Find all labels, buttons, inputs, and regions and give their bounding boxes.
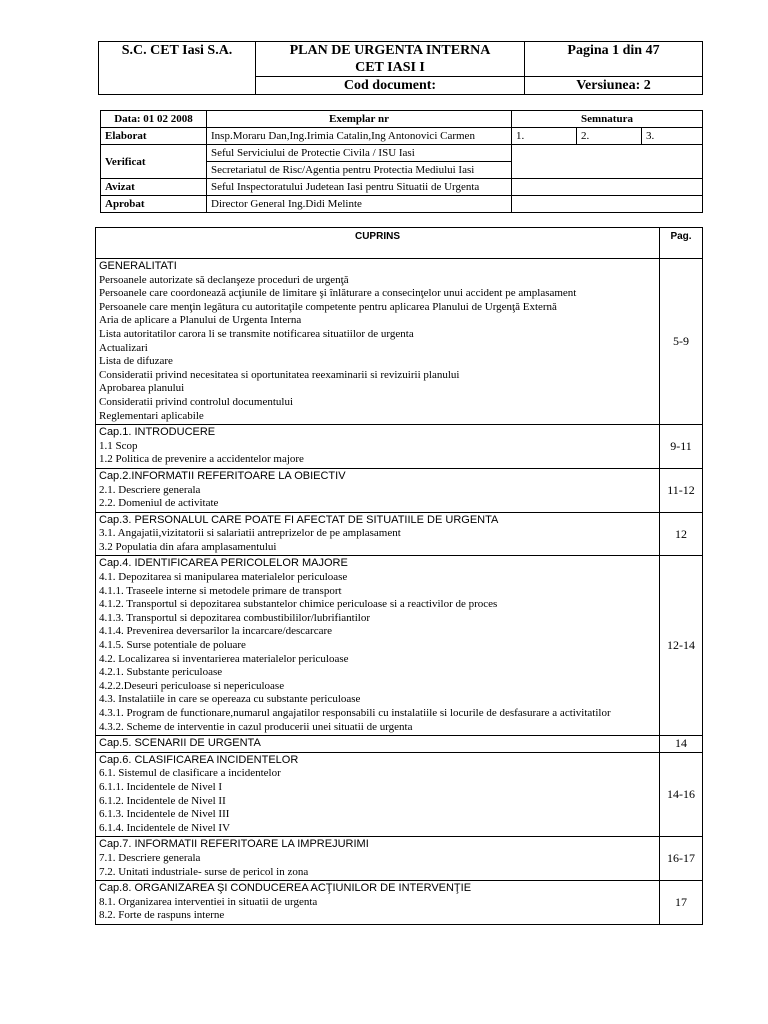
- verificat-signature: [512, 145, 703, 179]
- section-entries: [96, 468, 660, 512]
- signature-1: 1.: [512, 128, 577, 145]
- section-item: 7.1. Descriere generala: [99, 851, 201, 864]
- section-item: 1.2 Politica de prevenire a accidentelor majore: [99, 453, 304, 466]
- section-item: 4.1.1. Traseele interne si metodele primare de transport: [99, 584, 342, 597]
- section-item: 8.1. Organizarea interventiei in situatii de urgenta: [99, 895, 318, 908]
- section-pages: 5-9: [660, 259, 703, 425]
- contents-body: [96, 259, 703, 925]
- approval-table: [100, 110, 703, 213]
- aprobat-signature: [512, 196, 703, 213]
- section-item: Actualizari: [99, 341, 148, 354]
- section-pages: 14: [660, 736, 703, 753]
- section-item: 1.1 Scop: [99, 439, 138, 452]
- elaborat-value: Insp.Moraru Dan,Ing.Irimia Catalin,Ing Antonovici Carmen: [207, 128, 512, 145]
- section-item: 6.1.3. Incidentele de Nivel III: [99, 808, 230, 821]
- section-item: Consideratii privind controlul documentului: [99, 395, 293, 408]
- section-pages: 17: [660, 881, 703, 925]
- section-item: Reglementari aplicabile: [99, 409, 204, 422]
- contents-row: [96, 468, 703, 512]
- section-pages: 12-14: [660, 556, 703, 736]
- document-header: [98, 41, 703, 95]
- contents-row: [96, 837, 703, 881]
- signature-3: 3.: [642, 128, 703, 145]
- section-item: 4.1.3. Transportul si depozitarea combustibililor/lubrifiantilor: [99, 611, 370, 624]
- company-name: S.C. CET Iasi S.A.: [99, 42, 256, 95]
- section-entries: [96, 881, 660, 925]
- section-pages: 11-12: [660, 468, 703, 512]
- section-item: 2.2. Domeniul de activitate: [99, 497, 219, 510]
- section-item: 6.1.1. Incidentele de Nivel I: [99, 780, 223, 793]
- section-heading: GENERALITATI: [99, 260, 177, 272]
- verificat-label: Verificat: [101, 145, 207, 179]
- section-item: 4.2. Localizarea si inventarierea materialelor periculoase: [99, 652, 349, 665]
- section-entries: [96, 259, 660, 425]
- contents-row: [96, 736, 703, 753]
- section-heading: Cap.6. CLASIFICAREA INCIDENTELOR: [99, 753, 299, 766]
- section-pages: 12: [660, 512, 703, 556]
- section-item: 3.1. Angajatii,vizitatorii si salariatii antreprizelor de pe amplasament: [99, 527, 401, 540]
- section-item: 3.2 Populatia din afara amplasamentului: [99, 540, 277, 553]
- document-version: Versiunea: 2: [525, 77, 703, 95]
- section-entries: [96, 512, 660, 556]
- section-heading: Cap.4. IDENTIFICAREA PERICOLELOR MAJORE: [99, 557, 348, 570]
- section-entries: [96, 556, 660, 736]
- section-pages: 14-16: [660, 752, 703, 837]
- section-item: 6.1. Sistemul de clasificare a incidentelor: [99, 767, 281, 780]
- verificat-value-1: Seful Serviciului de Protectie Civila / ISU Iasi: [207, 145, 512, 162]
- plan-title-line2: CET IASI I: [355, 60, 425, 75]
- section-item: Aprobarea planului: [99, 382, 185, 395]
- contents-row: [96, 881, 703, 925]
- section-item: 4.1. Depozitarea si manipularea materialelor periculoase: [99, 571, 348, 584]
- section-heading: Cap.5. SCENARII DE URGENTA: [99, 737, 261, 750]
- elaborat-label: Elaborat: [101, 128, 207, 145]
- section-item: Persoanele care menţin legătura cu autoritaţile competente pentru aplicarea Planului de Urgenţă Externă: [99, 300, 557, 313]
- section-heading: Cap.2.INFORMATII REFERITOARE LA OBIECTIV: [99, 469, 346, 482]
- avizat-signature: [512, 179, 703, 196]
- contents-row: [96, 512, 703, 556]
- contents-row: [96, 259, 703, 425]
- section-heading: Cap.1. INTRODUCERE: [99, 426, 216, 439]
- section-item: Persoanele autorizate să declanşeze proceduri de urgenţă: [99, 273, 349, 286]
- section-item: 6.1.4. Incidentele de Nivel IV: [99, 821, 231, 834]
- page-info: Pagina 1 din 47: [525, 42, 703, 77]
- section-item: 4.1.5. Surse potentiale de poluare: [99, 639, 246, 652]
- section-item: 4.1.4. Prevenirea deversarilor la incarcare/descarcare: [99, 625, 332, 638]
- section-item: 4.2.2.Deseuri periculoase si nepericuloase: [99, 679, 285, 692]
- section-item: 8.2. Forte de raspuns interne: [99, 909, 225, 922]
- section-item: Consideratii privind necesitatea si oportunitatea reexaminarii si revizuirii planului: [99, 368, 460, 381]
- section-item: 4.2.1. Substante periculoase: [99, 666, 223, 679]
- contents-row: [96, 752, 703, 837]
- section-item: 2.1. Descriere generala: [99, 483, 201, 496]
- plan-title: [256, 42, 525, 77]
- contents-row: [96, 425, 703, 469]
- page-column-header: Pag.: [660, 228, 703, 259]
- section-item: 7.2. Unitati industriale- surse de pericol in zona: [99, 865, 309, 878]
- section-item: Aria de aplicare a Planului de Urgenta Interna: [99, 314, 302, 327]
- exemplar-header: Exemplar nr: [207, 111, 512, 128]
- section-pages: 16-17: [660, 837, 703, 881]
- section-heading: Cap.8. ORGANIZAREA ŞI CONDUCEREA ACŢIUNILOR DE INTERVENŢIE: [99, 882, 472, 895]
- verificat-value-2: Secretariatul de Risc/Agentia pentru Protectia Mediului Iasi: [207, 162, 512, 179]
- aprobat-label: Aprobat: [101, 196, 207, 213]
- section-heading: Cap.3. PERSONALUL CARE POATE FI AFECTAT DE SITUATIILE DE URGENTA: [99, 513, 499, 526]
- section-item: Lista de difuzare: [99, 355, 173, 368]
- signature-header: Semnatura: [512, 111, 703, 128]
- section-item: Lista autoritatilor carora li se transmite notificarea situatiilor de urgenta: [99, 327, 414, 340]
- contents-row: [96, 556, 703, 736]
- section-item: 4.1.2. Transportul si depozitarea substantelor chimice periculoase si a reactivilor de proces: [99, 598, 498, 611]
- section-entries: [96, 752, 660, 837]
- avizat-label: Avizat: [101, 179, 207, 196]
- plan-title-line1: PLAN DE URGENTA INTERNA: [289, 43, 491, 58]
- section-entries: [96, 837, 660, 881]
- section-entries: [96, 425, 660, 469]
- section-item: 4.3.2. Scheme de interventie in cazul producerii unei situatii de urgenta: [99, 720, 413, 733]
- cod-document: Cod document:: [256, 77, 525, 95]
- signature-2: 2.: [577, 128, 642, 145]
- section-entries: [96, 736, 660, 753]
- contents-title: CUPRINS: [96, 228, 660, 259]
- aprobat-value: Director General Ing.Didi Melinte: [207, 196, 512, 213]
- section-heading: Cap.7. INFORMATII REFERITOARE LA IMPREJURIMI: [99, 838, 369, 851]
- date-header: Data: 01 02 2008: [101, 111, 207, 128]
- section-pages: 9-11: [660, 425, 703, 469]
- section-item: Persoanele care coordonează acţiunile de limitare şi înlăturare a consecinţelor unui accident pe amplasament: [99, 287, 577, 300]
- section-item: 6.1.2. Incidentele de Nivel II: [99, 794, 226, 807]
- section-item: 4.3. Instalatiile in care se opereaza cu substante periculoase: [99, 693, 361, 706]
- avizat-value: Seful Inspectoratului Judetean Iasi pentru Situatii de Urgenta: [207, 179, 512, 196]
- section-item: 4.3.1. Program de functionare,numarul angajatilor responsabili cu instalatiile si locurile de desfasurare a activitatilor: [99, 707, 611, 719]
- contents-table: [95, 227, 703, 925]
